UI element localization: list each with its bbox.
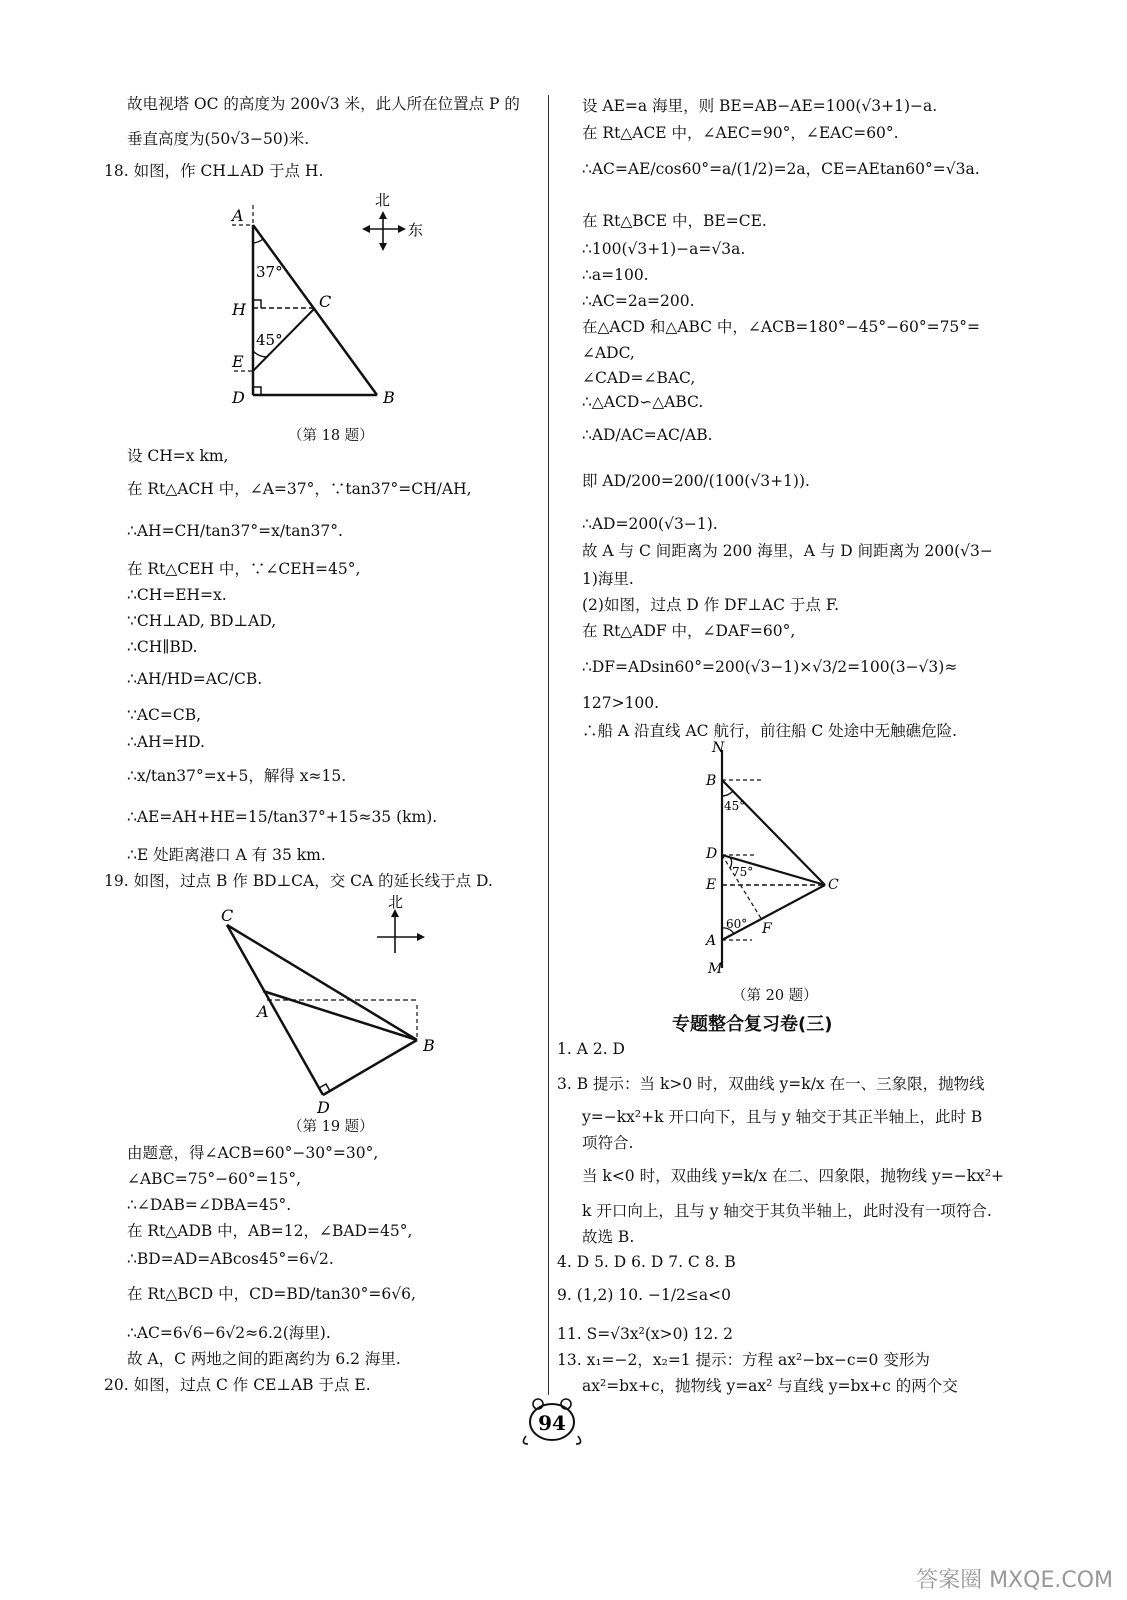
section-title: 专题整合复习卷(三) bbox=[672, 1014, 833, 1035]
text-line: 设 AE=a 海里，则 BE=AB−AE=100(√3+1)−a. bbox=[582, 97, 938, 115]
text-line: ∠ADC, bbox=[582, 344, 635, 362]
text-line: ∴AH=CH/tan37°=x/tan37°. bbox=[127, 522, 343, 540]
text-line: 故 A，C 两地之间的距离约为 6.2 海里. bbox=[127, 1350, 401, 1368]
label-b: B bbox=[383, 388, 395, 407]
label-c: C bbox=[828, 877, 839, 893]
label-b: B bbox=[423, 1036, 435, 1055]
text-line: ∴AC=AE/cos60°=a/(1/2)=2a，CE=AEtan60°=√3a. bbox=[582, 160, 980, 178]
text-line: ∴AH/HD=AC/CB. bbox=[127, 670, 263, 688]
text-line: 20. 如图，过点 C 作 CE⊥AB 于点 E. bbox=[104, 1376, 371, 1394]
label-f: F bbox=[762, 921, 772, 937]
text-line: ∴△ACD∽△ABC. bbox=[582, 393, 704, 411]
angle-60: 60° bbox=[726, 917, 748, 931]
label-n: N bbox=[712, 740, 725, 756]
text-line: ∴AC=6√6−6√2≈6.2(海里). bbox=[127, 1324, 331, 1342]
text-line: 18. 如图，作 CH⊥AD 于点 H. bbox=[104, 162, 324, 180]
text-line: 在 Rt△ADF 中，∠DAF=60°, bbox=[582, 622, 796, 640]
text-line: 1)海里. bbox=[582, 570, 634, 588]
text-line: ∴E 处距离港口 A 有 35 km. bbox=[127, 846, 326, 864]
text-line: ∴AD=200(√3−1). bbox=[582, 515, 718, 533]
text-line: ∴100(√3+1)−a=√3a. bbox=[582, 240, 746, 258]
text-line: 19. 如图，过点 B 作 BD⊥CA，交 CA 的延长线于点 D. bbox=[104, 872, 493, 890]
text-line: ∴CH=EH=x. bbox=[127, 586, 227, 604]
compass-icon bbox=[362, 211, 406, 251]
text-line: 在 Rt△CEH 中，∵∠CEH=45°, bbox=[127, 560, 361, 578]
text-line: 在 Rt△BCE 中，BE=CE. bbox=[582, 212, 767, 230]
angle-37: 37° bbox=[256, 263, 283, 281]
angle-45: 45° bbox=[724, 799, 746, 813]
text-line: k 开口向上，且与 y 轴交于其负半轴上，此时没有一项符合. bbox=[582, 1202, 992, 1220]
text-line: 设 CH=x km, bbox=[127, 447, 229, 465]
text-line: 4. D 5. D 6. D 7. C 8. B bbox=[557, 1253, 736, 1271]
text-line: ∴AH=HD. bbox=[127, 733, 205, 751]
text-line: 故 A 与 C 间距离为 200 海里，A 与 D 间距离为 200(√3− bbox=[582, 542, 993, 560]
watermark: 答案圈 MXQE.COM bbox=[916, 1568, 1113, 1593]
label-d: D bbox=[317, 1098, 330, 1117]
text-line: 当 k<0 时，双曲线 y=k/x 在二、四象限，抛物线 y=−kx²+ bbox=[582, 1167, 1005, 1185]
text-line: 11. S=√3x²(x>0) 12. 2 bbox=[557, 1325, 733, 1343]
label-m: M bbox=[708, 961, 723, 977]
text-line: ∴BD=AD=ABcos45°=6√2. bbox=[127, 1250, 334, 1268]
label-a: A bbox=[257, 1002, 269, 1021]
label-a: A bbox=[232, 206, 244, 225]
text-line: ∴AD/AC=AC/AB. bbox=[582, 426, 713, 444]
text-line: 故选 B. bbox=[582, 1228, 635, 1246]
figure-caption: （第 20 题） bbox=[732, 988, 818, 1004]
text-line: ∴DF=ADsin60°=200(√3−1)×√3/2=100(3−√3)≈ bbox=[582, 658, 958, 676]
label-c: C bbox=[221, 906, 234, 925]
text-line: 127>100. bbox=[582, 694, 660, 712]
figure-caption: （第 19 题） bbox=[288, 1119, 374, 1135]
text-line: 在 Rt△ACE 中，∠AEC=90°，∠EAC=60°. bbox=[582, 124, 899, 142]
text-line: 3. B 提示：当 k>0 时，双曲线 y=k/x 在一、三象限，抛物线 bbox=[557, 1075, 985, 1093]
text-line: 在△ACD 和△ABC 中，∠ACB=180°−45°−60°=75°= bbox=[582, 318, 981, 336]
label-h: H bbox=[232, 300, 246, 319]
label-a: A bbox=[706, 933, 717, 949]
text-line: ∵AC=CB, bbox=[127, 706, 202, 724]
text-line: ∴CH∥BD. bbox=[127, 638, 198, 656]
text-line: ∴AE=AH+HE=15/tan37°+15≈35 (km). bbox=[127, 808, 438, 826]
text-line: (2)如图，过点 D 作 DF⊥AC 于点 F. bbox=[582, 596, 840, 614]
text-line: 在 Rt△BCD 中，CD=BD/tan30°=6√6, bbox=[127, 1285, 416, 1303]
text-line: 即 AD/200=200/(100(√3+1)). bbox=[582, 472, 810, 490]
north-label: 北 bbox=[388, 895, 404, 911]
label-d: D bbox=[706, 846, 718, 862]
text-line: ∴∠DAB=∠DBA=45°. bbox=[127, 1196, 292, 1214]
column-divider bbox=[548, 95, 549, 1395]
text-line: 13. x₁=−2，x₂=1 提示：方程 ax²−bx−c=0 变形为 bbox=[557, 1351, 930, 1369]
text-line: ∠ABC=75°−60°=15°, bbox=[127, 1170, 302, 1188]
text-line: y=−kx²+k 开口向下，且与 y 轴交于其正半轴上，此时 B bbox=[582, 1108, 983, 1126]
label-c: C bbox=[319, 292, 332, 311]
east-label: 东 bbox=[408, 221, 424, 239]
angle-45: 45° bbox=[256, 331, 283, 349]
text-line: ∴a=100. bbox=[582, 266, 649, 284]
text-line: ∴AC=2a=200. bbox=[582, 292, 695, 310]
text-line: 垂直高度为(50√3−50)米. bbox=[127, 130, 310, 148]
angle-75: 75° bbox=[732, 865, 754, 879]
text-line: 在 Rt△ACH 中，∠A=37°，∵tan37°=CH/AH, bbox=[127, 480, 472, 498]
text-line: ∴船 A 沿直线 AC 航行，前往船 C 处途中无触礁危险. bbox=[582, 722, 958, 740]
label-e: E bbox=[232, 352, 244, 371]
label-b: B bbox=[706, 773, 717, 789]
figure-caption: （第 18 题） bbox=[288, 428, 374, 444]
figure-19 bbox=[205, 895, 455, 1125]
figure-18 bbox=[220, 185, 450, 415]
page-number: 94 bbox=[538, 1411, 566, 1435]
label-d: D bbox=[232, 388, 245, 407]
text-line: 9. (1,2) 10. −1/2≤a<0 bbox=[557, 1286, 731, 1304]
text-line: 项符合. bbox=[582, 1134, 634, 1152]
figure-20 bbox=[700, 740, 850, 980]
page-number-badge bbox=[516, 1392, 588, 1448]
text-line: 故电视塔 OC 的高度为 200√3 米，此人所在位置点 P 的 bbox=[127, 95, 520, 113]
frog-icon bbox=[516, 1392, 588, 1448]
text-line: ∴x/tan37°=x+5，解得 x≈15. bbox=[127, 767, 347, 785]
text-line: 在 Rt△ADB 中，AB=12，∠BAD=45°, bbox=[127, 1222, 413, 1240]
north-label: 北 bbox=[375, 191, 391, 209]
text-line: ∠CAD=∠BAC, bbox=[582, 369, 696, 387]
compass-icon bbox=[377, 909, 425, 953]
label-e: E bbox=[706, 877, 717, 893]
text-line: 由题意，得∠ACB=60°−30°=30°, bbox=[127, 1144, 379, 1162]
text-line: 1. A 2. D bbox=[557, 1040, 625, 1058]
text-line: ax²=bx+c，抛物线 y=ax² 与直线 y=bx+c 的两个交 bbox=[582, 1377, 958, 1395]
text-line: ∵CH⊥AD, BD⊥AD, bbox=[127, 612, 277, 630]
